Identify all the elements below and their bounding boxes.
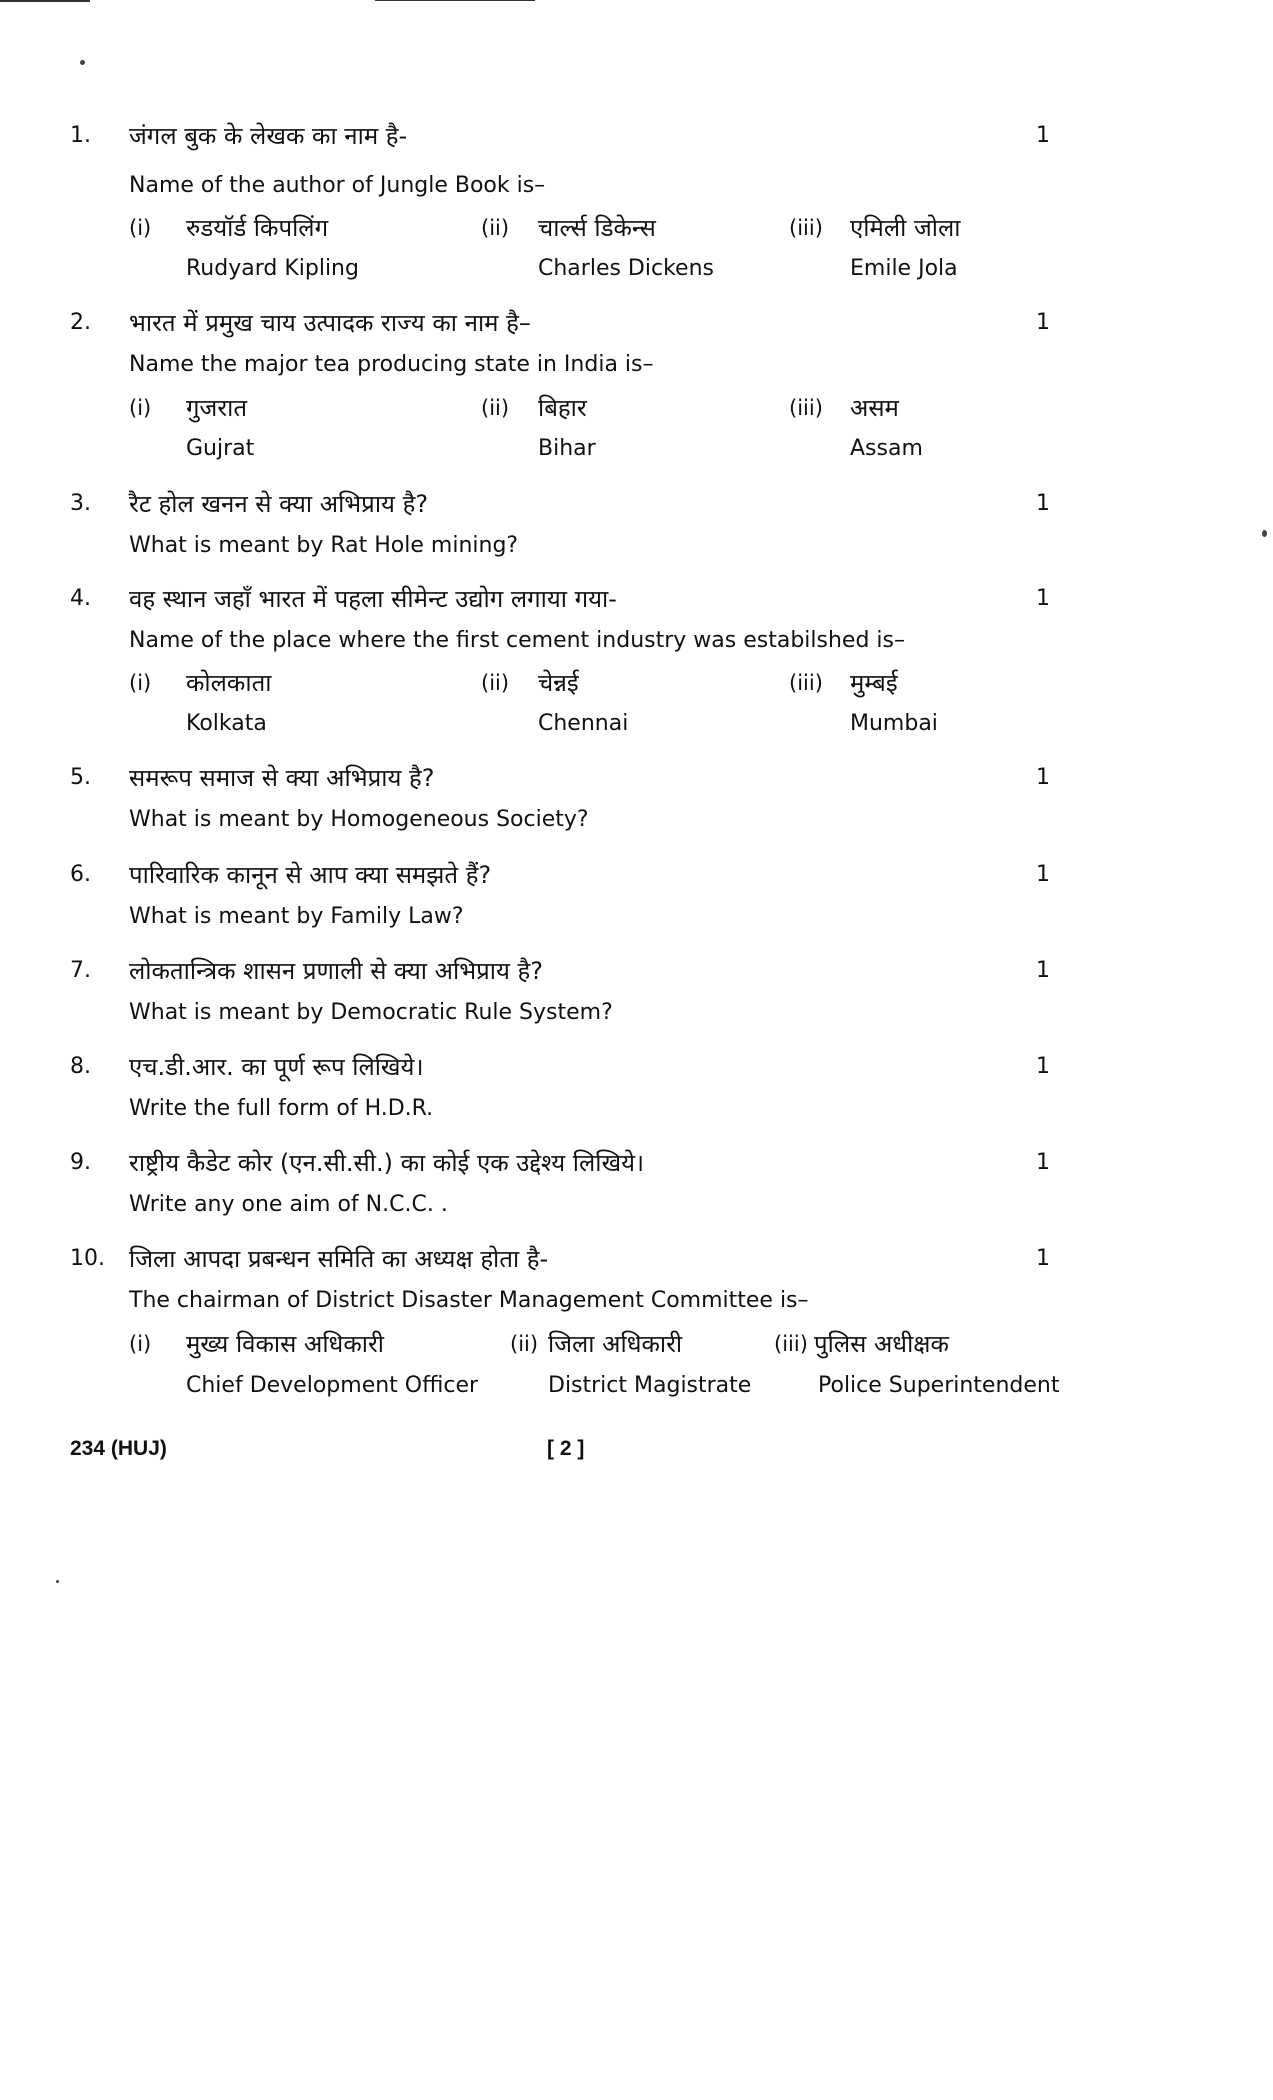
- question-text-english: What is meant by Democratic Rule System?: [129, 1000, 613, 1025]
- question-9: [0, 1148, 1273, 1228]
- top-rule-left: [0, 0, 90, 2]
- option-text-hindi: असम: [850, 394, 899, 422]
- top-rule-right: [375, 0, 535, 1]
- option-label: (iii): [789, 216, 823, 240]
- question-text-hindi: जंगल बुक के लेखक का नाम है-: [129, 122, 408, 150]
- question-number: 2.: [70, 310, 91, 335]
- question-number: 1.: [70, 123, 91, 148]
- question-number: 9.: [70, 1150, 91, 1175]
- question-marks: 1: [1036, 765, 1050, 790]
- question-text-hindi: समरूप समाज से क्या अभिप्राय है?: [129, 764, 435, 792]
- question-number: 5.: [70, 765, 91, 790]
- option-label: (i): [129, 671, 152, 695]
- option-text-hindi: पुलिस अधीक्षक: [814, 1330, 949, 1358]
- option-text-hindi: जिला अधिकारी: [548, 1330, 683, 1358]
- scan-speck: [80, 60, 85, 65]
- option-text-english: Chennai: [538, 711, 629, 736]
- question-number: 4.: [70, 586, 91, 611]
- option-text-english: Police Superintendent: [818, 1373, 1060, 1398]
- question-text-english: The chairman of District Disaster Management Committee is–: [129, 1288, 809, 1313]
- option-text-english: Assam: [850, 436, 923, 461]
- option-text-hindi: मुम्बई: [850, 669, 898, 697]
- option-label: (iii): [789, 671, 823, 695]
- question-text-english: Write the full form of H.D.R.: [129, 1096, 434, 1121]
- option-label: (i): [129, 396, 152, 420]
- question-10: [0, 1244, 1273, 1414]
- question-marks: 1: [1036, 1054, 1050, 1079]
- question-number: 8.: [70, 1054, 91, 1079]
- page-number: [ 2 ]: [547, 1437, 585, 1460]
- question-text-hindi: भारत में प्रमुख चाय उत्पादक राज्य का नाम है–: [129, 309, 531, 337]
- option-text-english: Emile Jola: [850, 256, 958, 281]
- question-marks: 1: [1036, 310, 1050, 335]
- option-text-hindi: बिहार: [538, 394, 587, 422]
- question-4: [0, 584, 1273, 754]
- option-text-hindi: चार्ल्स डिकेन्स: [538, 214, 656, 242]
- question-text-hindi: लोकतान्त्रिक शासन प्रणाली से क्या अभिप्राय है?: [129, 957, 543, 985]
- question-text-english: What is meant by Family Law?: [129, 904, 464, 929]
- scan-speck: [56, 1580, 59, 1583]
- question-text-hindi: पारिवारिक कानून से आप क्या समझते हैं?: [129, 861, 492, 889]
- option-text-english: Chief Development Officer: [186, 1373, 479, 1398]
- question-text-english: Name of the place where the first cement industry was estabilshed is–: [129, 628, 905, 653]
- option-text-english: Gujrat: [186, 436, 255, 461]
- question-marks: 1: [1036, 1246, 1050, 1271]
- option-text-hindi: चेन्नई: [538, 669, 579, 697]
- option-label: (iii): [789, 396, 823, 420]
- question-text-hindi: राष्ट्रीय कैडेट कोर (एन.सी.सी.) का कोई एक उद्देश्य लिखिये।: [129, 1149, 645, 1177]
- question-marks: 1: [1036, 958, 1050, 983]
- question-text-english: What is meant by Rat Hole mining?: [129, 533, 519, 558]
- option-label: (i): [129, 1332, 152, 1356]
- question-3: [0, 489, 1273, 569]
- option-text-english: Mumbai: [850, 711, 938, 736]
- question-2: [0, 308, 1273, 478]
- option-text-hindi: गुजरात: [186, 394, 248, 422]
- paper-code: 234 (HUJ): [70, 1437, 167, 1460]
- question-marks: 1: [1036, 491, 1050, 516]
- question-number: 6.: [70, 862, 91, 887]
- option-label: (ii): [481, 216, 510, 240]
- question-8: [0, 1052, 1273, 1132]
- option-text-hindi: रुडयॉर्ड किपलिंग: [186, 214, 329, 242]
- option-label: (ii): [481, 671, 510, 695]
- question-marks: 1: [1036, 123, 1050, 148]
- option-label: (ii): [481, 396, 510, 420]
- option-text-english: Bihar: [538, 436, 596, 461]
- option-text-english: Rudyard Kipling: [186, 256, 359, 281]
- option-text-english: District Magistrate: [548, 1373, 752, 1398]
- question-5: [0, 763, 1273, 843]
- question-marks: 1: [1036, 862, 1050, 887]
- question-text-hindi: एच.डी.आर. का पूर्ण रूप लिखिये।: [129, 1053, 424, 1081]
- question-1: [0, 121, 1273, 291]
- question-marks: 1: [1036, 586, 1050, 611]
- question-text-hindi: जिला आपदा प्रबन्धन समिति का अध्यक्ष होता है-: [129, 1245, 549, 1273]
- option-text-hindi: एमिली जोला: [850, 214, 961, 242]
- question-text-english: Name the major tea producing state in India is–: [129, 352, 654, 377]
- option-label: (ii): [510, 1332, 539, 1356]
- question-text-english: What is meant by Homogeneous Society?: [129, 807, 589, 832]
- question-text-hindi: रैट होल खनन से क्या अभिप्राय है?: [129, 490, 429, 518]
- option-label: (iii): [774, 1332, 808, 1356]
- question-number: 10.: [70, 1246, 105, 1271]
- question-text-english: Write any one aim of N.C.C. .: [129, 1192, 448, 1217]
- question-number: 3.: [70, 491, 91, 516]
- option-text-english: Kolkata: [186, 711, 267, 736]
- option-label: (i): [129, 216, 152, 240]
- question-marks: 1: [1036, 1150, 1050, 1175]
- question-text-english: Name of the author of Jungle Book is–: [129, 173, 546, 198]
- option-text-hindi: कोलकाता: [186, 669, 272, 697]
- option-text-english: Charles Dickens: [538, 256, 714, 281]
- option-text-hindi: मुख्य विकास अधिकारी: [186, 1330, 384, 1358]
- question-6: [0, 860, 1273, 940]
- question-text-hindi: वह स्थान जहाँ भारत में पहला सीमेन्ट उद्योग लगाया गया-: [129, 585, 617, 613]
- question-number: 7.: [70, 958, 91, 983]
- question-7: [0, 956, 1273, 1036]
